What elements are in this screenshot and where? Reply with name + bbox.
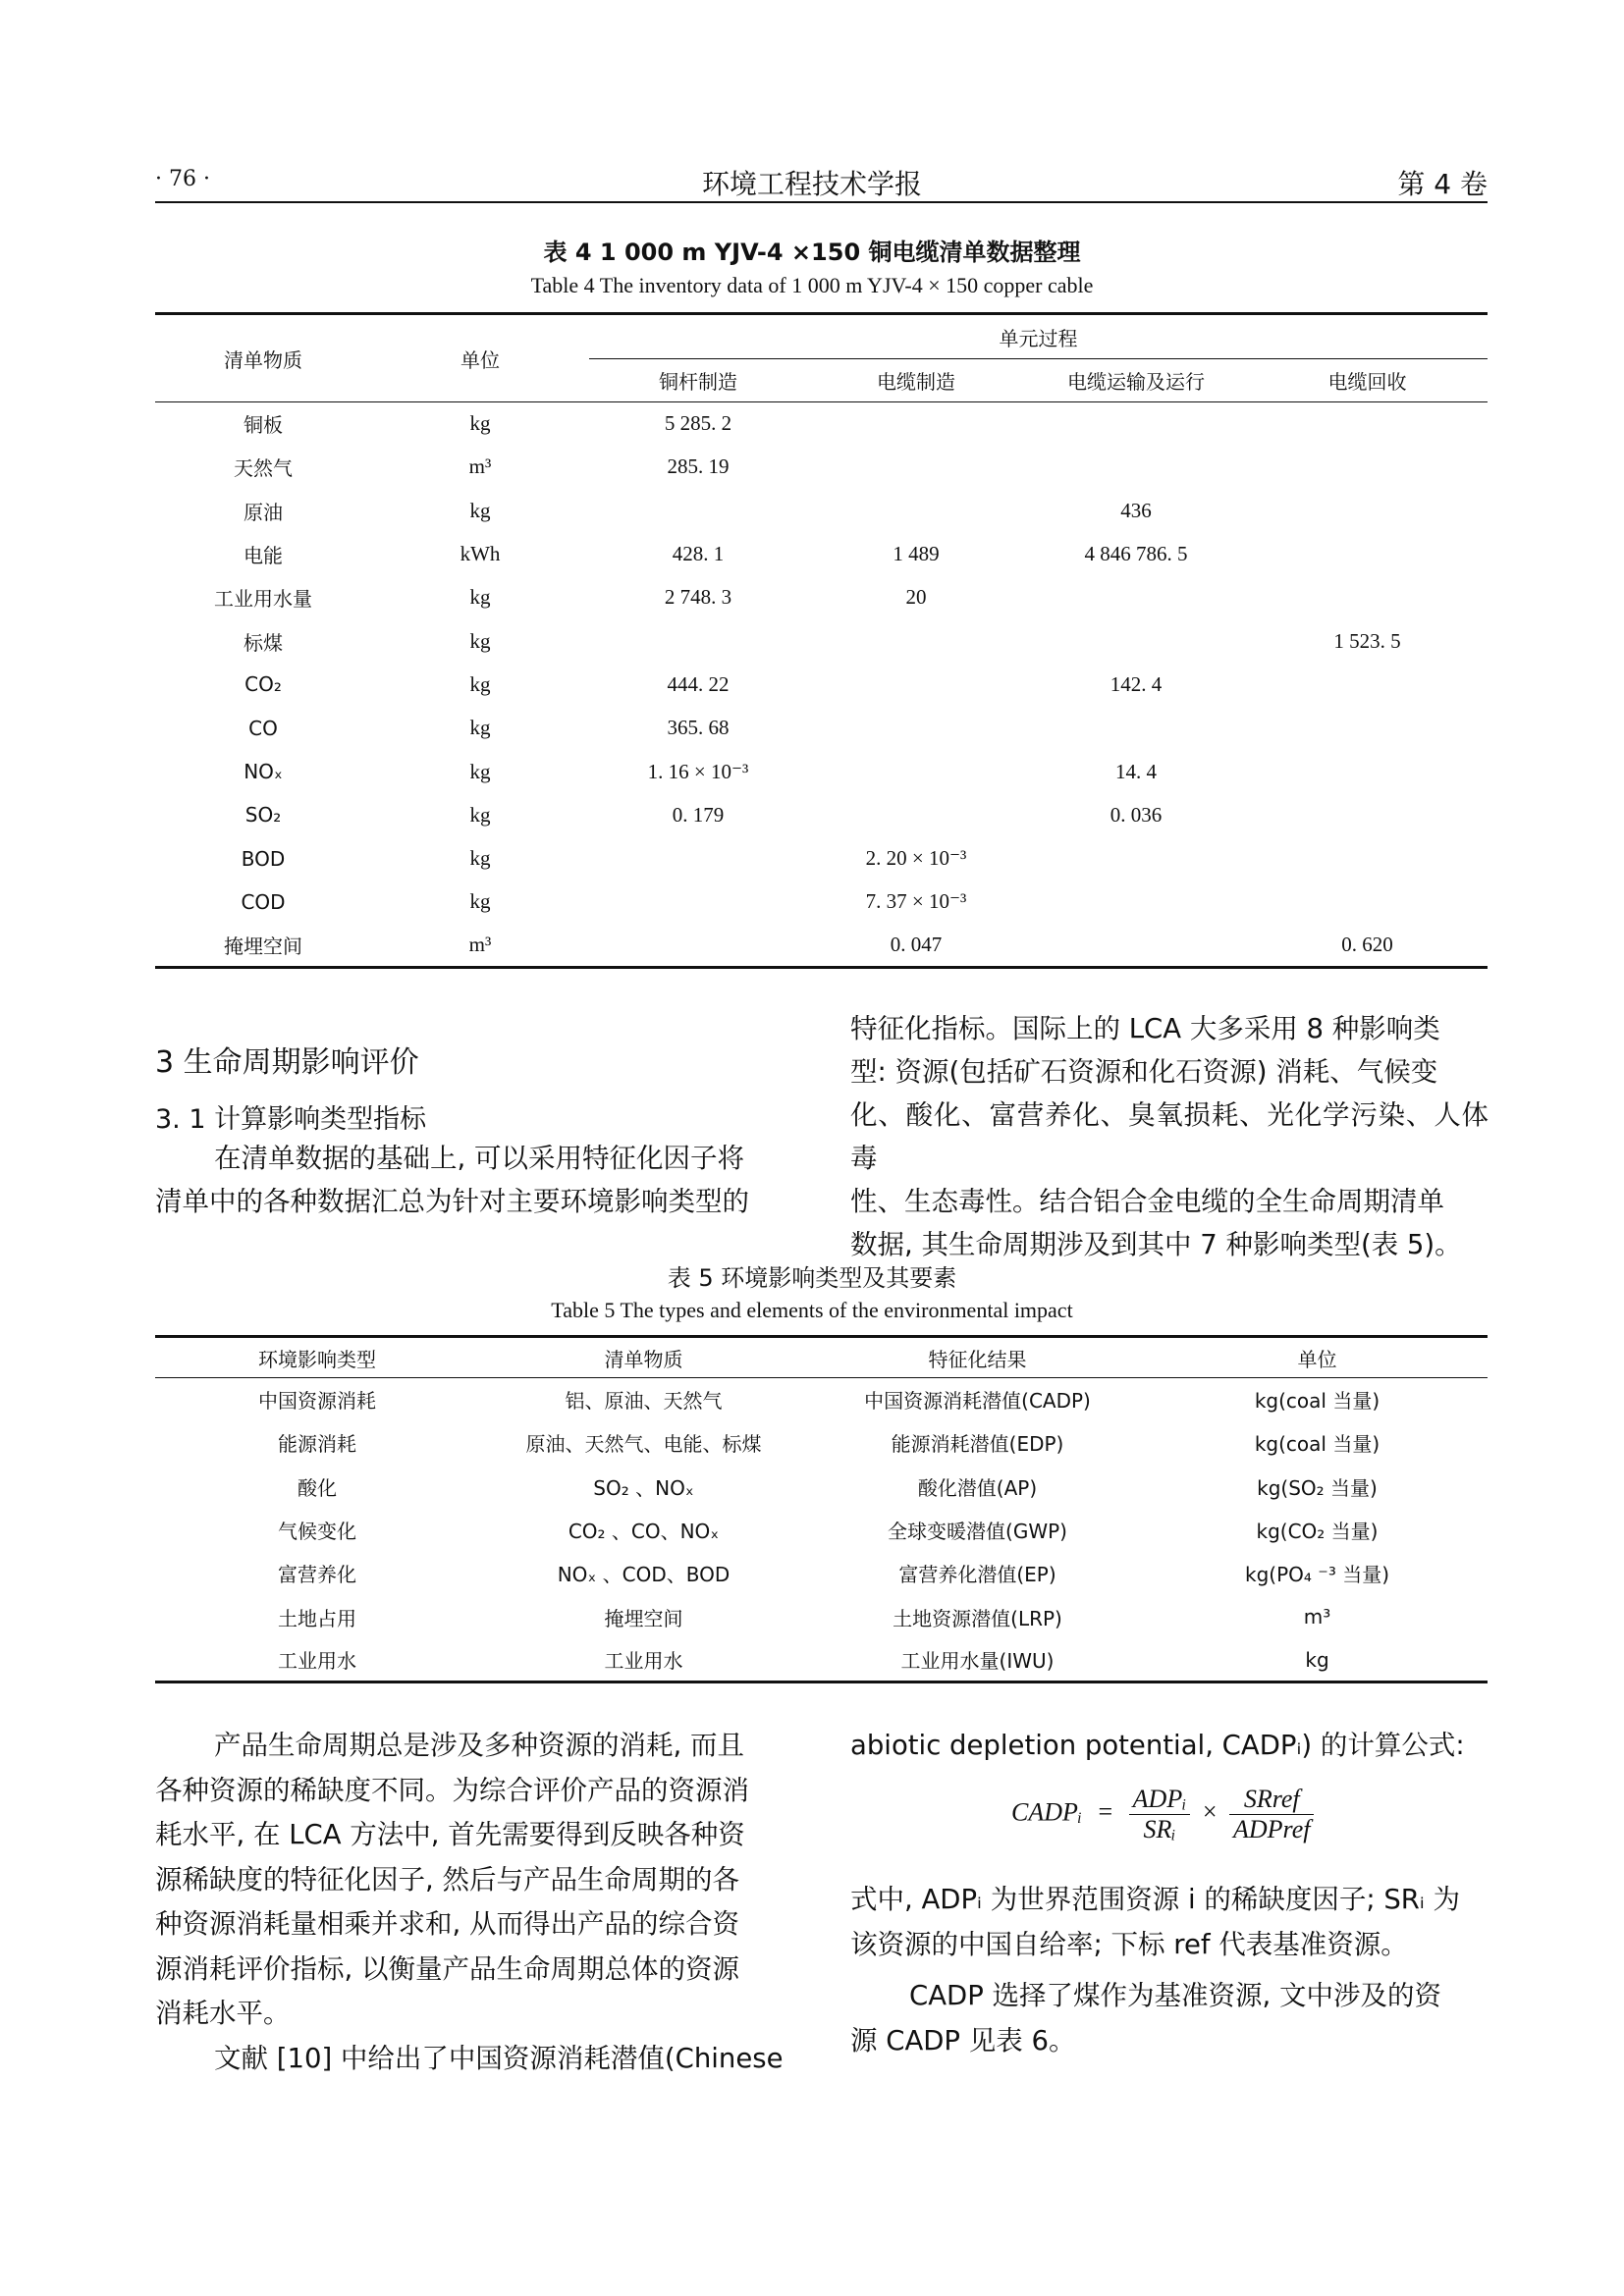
t4-cell-value [589,836,807,880]
t4-cell-substance: BOD [241,846,286,871]
table-row [155,1552,1488,1595]
t4-cell-value [807,793,1025,836]
t4-cell-value [807,619,1025,663]
table-row [155,1638,1488,1682]
para-line: 耗水平, 在 LCA 方法中, 首先需要得到反映各种资 [155,1819,745,1850]
section-3-1-heading: 3. 1 计算影响类型指标 [155,1104,427,1135]
t5-cell: 中国资源消耗 [258,1389,376,1414]
t4-cell-unit: kg [469,411,491,436]
t4-cell-value [1247,532,1488,575]
t5-header-cell: 清单物质 [479,1337,808,1378]
journal-title: 环境工程技术学报 [701,168,922,200]
body-right-line-1: abiotic depletion potential, CADPᵢ) 的计算公式: [850,1730,1465,1761]
body-right-text [850,1877,1489,2063]
table-row [155,881,1488,924]
formula-num-1: ADPᵢ [1129,1785,1191,1815]
t5-cell: 能源消耗潜值(EDP) [891,1432,1064,1457]
t4-cell-value [589,619,807,663]
t4-cell-value [1247,793,1488,836]
t4-cell-value [1247,576,1488,619]
t4-cell-value: 436 [1120,498,1152,522]
t5-header-cell: 单位 [1147,1337,1488,1378]
table5-caption-zh: 表 5 环境影响类型及其要素 [667,1264,957,1292]
t4-cell-value [1025,619,1247,663]
t4-cell-value: 2. 20 × 10⁻³ [865,846,967,871]
table-row [155,793,1488,836]
t4-cell-value: 20 [905,585,927,610]
t5-cell: 全球变暖潜值(GWP) [888,1520,1067,1544]
t4-cell-value [1247,489,1488,532]
t4-cell-value [1025,881,1247,924]
formula-num-2: SRref [1229,1785,1314,1815]
t5-header-cell: 特征化结果 [808,1337,1147,1378]
t4-cell-substance: 天然气 [234,456,293,481]
t5-cell: SO₂ 、NOₓ [593,1475,694,1500]
table-row [155,576,1488,619]
t4-cell-unit: kg [469,716,491,740]
t5-cell: 土地资源潜值(LRP) [893,1606,1062,1630]
para-line: 清单中的各种数据汇总为针对主要环境影响类型的 [155,1186,749,1217]
t4-cell-value: 14. 4 [1115,759,1157,783]
t4-cell-value [1025,924,1247,967]
cadp-formula [1011,1785,1326,1844]
t4-cell-value [1025,446,1247,489]
t5-header-cell: 环境影响类型 [155,1337,479,1378]
t4-cell-unit: kWh [460,542,501,566]
t5-cell: 富营养化潜值(EP) [898,1563,1056,1587]
t4-header-substance: 清单物质 [155,314,371,402]
para-line: 性、生态毒性。结合铝合金电缆的全生命周期清单 [850,1186,1444,1217]
t4-cell-value [589,881,807,924]
t5-cell: 工业用水 [479,1638,808,1682]
para-line: 数据, 其生命周期涉及到其中 7 种影响类型(表 5)。 [850,1229,1462,1260]
para-line: 各种资源的稀缺度不同。为综合评价产品的资源消 [155,1774,749,1806]
t4-cell-value [1025,707,1247,750]
table-row [155,619,1488,663]
t4-cell-substance: 工业用水量 [214,587,312,612]
t4-cell-unit: kg [469,628,491,653]
t5-cell: kg(coal 当量) [1254,1389,1380,1414]
table-row [155,707,1488,750]
t5-cell: kg(coal 当量) [1254,1432,1380,1457]
t4-cell-substance: COD [241,889,286,914]
t5-cell: 中国资源消耗潜值(CADP) [864,1389,1091,1414]
t5-cell: 工业用水 [155,1638,479,1682]
para-line: 源 CADP 见表 6。 [850,2025,1076,2056]
t4-cell-value [1247,402,1488,446]
t4-cell-substance: 标煤 [244,630,283,655]
t4-header-process: 电缆制造 [807,359,1025,402]
t5-cell: 掩埋空间 [604,1606,683,1630]
t4-cell-substance: CO [248,716,278,740]
t4-cell-substance: SO₂ [244,803,282,828]
t4-cell-value: 7. 37 × 10⁻³ [865,889,967,914]
formula-times: × [1202,1797,1218,1827]
t4-cell-substance: CO₂ [244,672,282,697]
header-rule [155,201,1488,203]
section-3-1-left-text [155,1137,788,1223]
t4-cell-value [589,489,807,532]
t4-cell-unit: kg [469,671,491,696]
t4-cell-value [1247,707,1488,750]
t4-cell-value [1025,836,1247,880]
t4-cell-value [1247,663,1488,706]
para-line: 源稀缺度的特征化因子, 然后与产品生命周期的各 [155,1863,739,1896]
para-line: 该资源的中国自给率; 下标 ref 代表基准资源。 [850,1929,1408,1960]
t5-cell: CO₂ 、CO、NOₓ [568,1520,720,1544]
t4-cell-value [807,446,1025,489]
t4-cell-value: 1 489 [893,542,940,566]
t4-cell-unit: m³ [371,924,589,967]
t4-cell-value: 0. 179 [672,802,725,827]
t5-cell: 土地占用 [278,1606,356,1630]
t4-header-group: 单元过程 [589,314,1488,359]
table-row [155,1378,1488,1421]
table-row [155,924,1488,967]
t5-cell: kg(SO₂ 当量) [1257,1475,1378,1500]
t5-cell: NOₓ 、COD、BOD [557,1563,731,1587]
t5-cell: kg(CO₂ 当量) [1256,1520,1379,1544]
t5-cell: 富营养化 [278,1563,356,1587]
t4-header-process: 电缆回收 [1247,359,1488,402]
t4-cell-unit: kg [469,846,491,871]
table-row [155,663,1488,706]
t4-cell-value: 0. 036 [1110,802,1163,827]
t4-cell-substance: NOₓ [244,760,283,784]
t4-cell-value: 0. 620 [1247,924,1488,967]
t4-header-unit: 单位 [371,314,589,402]
volume-label: 第 4 卷 [1397,168,1488,200]
para-line: 产品生命周期总是涉及多种资源的消耗, 而且 [214,1730,744,1761]
t4-cell-value [1247,446,1488,489]
table-row [155,446,1488,489]
t4-cell-value: 1 523. 5 [1333,628,1401,653]
t5-cell: kg [1147,1638,1488,1682]
section-3-1-right-text [850,1007,1489,1266]
table-row [155,1465,1488,1508]
table5-caption-en: Table 5 The types and elements of the environmental impact [551,1298,1073,1322]
page-number: · 76 · [155,167,210,191]
body-left-text [155,1724,788,2081]
t4-cell-substance: 原油 [244,500,283,524]
t4-cell-value [1247,836,1488,880]
para-line: 特征化指标。国际上的 LCA 大多采用 8 种影响类 [850,1013,1440,1044]
t4-cell-value: 142. 4 [1110,671,1163,696]
table-row [155,402,1488,446]
formula-lhs: CADPᵢ [1011,1797,1082,1827]
formula-den-2: ADPref [1233,1815,1311,1843]
para-line: 消耗水平。 [155,1998,291,2029]
t4-cell-value: 285. 19 [667,454,730,479]
t4-cell-value [1247,881,1488,924]
para-line: 种资源消耗量相乘并求和, 从而得出产品的综合资 [155,1908,739,1940]
para-line: 源消耗评价指标, 以衡量产品生命周期总体的资源 [155,1952,739,1985]
t4-cell-value: 2 748. 3 [664,585,732,610]
t4-cell-value [1025,402,1247,446]
t5-cell: 酸化 [298,1475,337,1500]
t4-cell-value [807,707,1025,750]
t5-cell: 酸化潜值(AP) [917,1475,1038,1500]
table4 [155,312,1488,969]
t4-cell-unit: kg [469,759,491,783]
t4-header-process: 电缆运输及运行 [1025,359,1247,402]
para-line: 型: 资源(包括矿石资源和化石资源) 消耗、气候变 [850,1056,1438,1088]
t4-cell-unit: kg [469,802,491,827]
t5-cell: 气候变化 [278,1520,356,1544]
t4-cell-value [807,402,1025,446]
table4-caption-en: Table 4 The inventory data of 1 000 m YJV-4 × 150 copper cable [530,273,1094,297]
t4-cell-value [1025,576,1247,619]
t4-cell-unit: m³ [468,454,492,479]
t4-cell-value: 5 285. 2 [664,411,732,436]
table-row [155,489,1488,532]
t4-cell-unit: kg [469,498,491,522]
table4-caption-zh: 表 4 1 000 m YJV-4 ×150 铜电缆清单数据整理 [543,239,1081,266]
t5-cell: 工业用水量(IWU) [808,1638,1147,1682]
formula-equals: = [1098,1797,1113,1827]
t4-cell-value [807,489,1025,532]
t4-cell-value: 444. 22 [667,671,730,696]
t4-cell-substance: 铜板 [244,413,283,438]
table-row [155,750,1488,793]
para-line: 化、酸化、富营养化、臭氧损耗、光化学污染、人体毒 [850,1099,1489,1174]
table-row [155,1595,1488,1638]
para-line: 文献 [10] 中给出了中国资源消耗潜值(Chinese [214,2042,784,2074]
para-line: 在清单数据的基础上, 可以采用特征化因子将 [214,1143,744,1174]
formula-fraction-1 [1129,1785,1191,1844]
t4-cell-value: 428. 1 [672,542,725,566]
section-3-heading: 3 生命周期影响评价 [155,1045,419,1080]
t4-cell-value: 0. 047 [807,924,1025,967]
formula-den-1: SRᵢ [1143,1815,1176,1843]
t4-cell-value [589,924,807,967]
t4-cell-substance: 掩埋空间 [155,924,371,967]
t4-cell-value [1247,750,1488,793]
t5-cell: kg(PO₄ ⁻³ 当量) [1245,1563,1389,1587]
t4-cell-unit: kg [469,889,491,914]
t4-cell-value: 365. 68 [667,716,730,740]
t4-cell-substance: 电能 [244,544,283,568]
t5-cell: 原油、天然气、电能、标煤 [525,1432,762,1457]
t4-cell-value: 4 846 786. 5 [1084,542,1188,566]
formula-fraction-2 [1229,1785,1314,1844]
table-row [155,532,1488,575]
para-line: CADP 选择了煤作为基准资源, 文中涉及的资 [909,1980,1441,2011]
t5-cell: 能源消耗 [278,1432,356,1457]
t4-cell-value: 1. 16 × 10⁻³ [647,759,749,783]
t4-cell-unit: kg [469,585,491,610]
para-line: 式中, ADPᵢ 为世界范围资源 i 的稀缺度因子; SRᵢ 为 [850,1884,1461,1915]
t5-cell: m³ [1303,1605,1331,1629]
table5 [155,1335,1488,1683]
t5-cell: 铝、原油、天然气 [565,1389,723,1414]
table-row [155,836,1488,880]
t4-cell-value [807,663,1025,706]
table-row [155,1421,1488,1465]
table-row [155,1508,1488,1551]
t4-cell-value [807,750,1025,793]
t4-header-process: 铜杆制造 [589,359,807,402]
